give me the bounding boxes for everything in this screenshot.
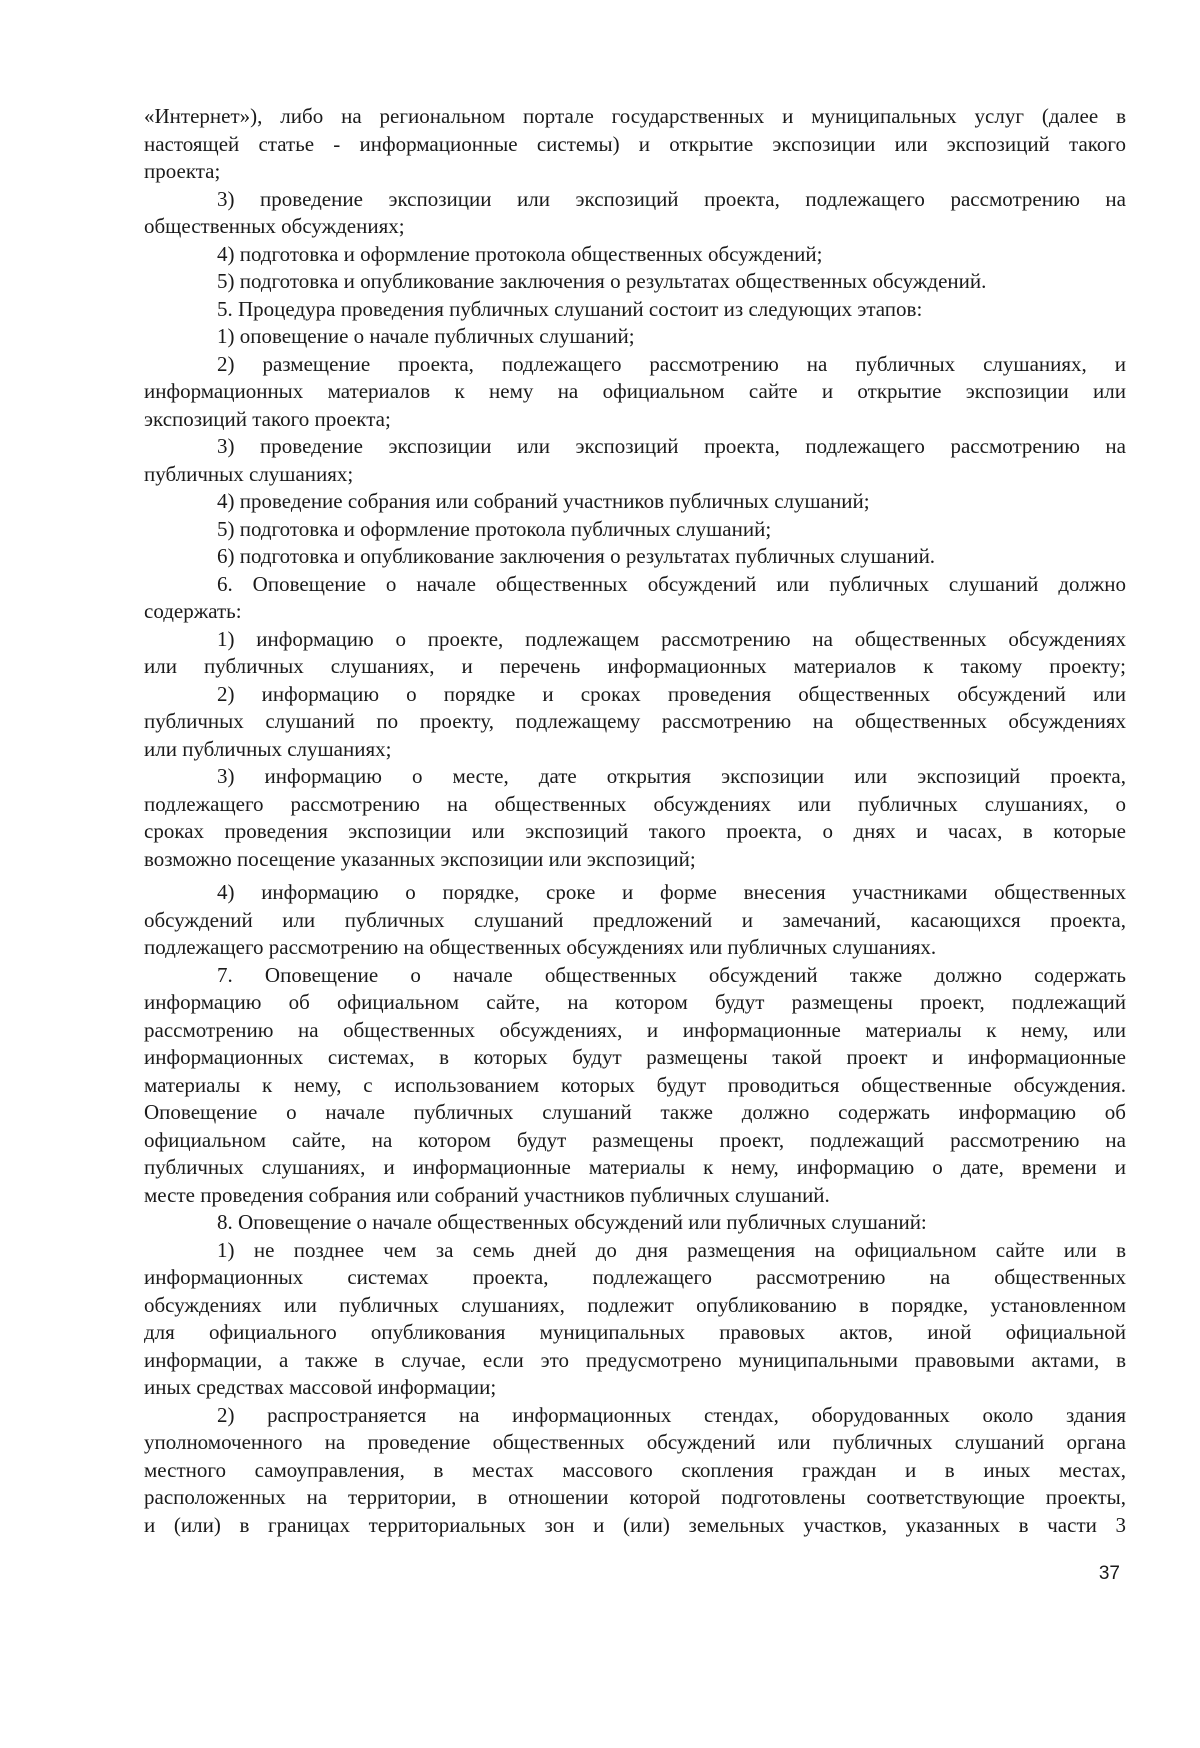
text-line: обсуждений или публичных слушаний предложений и замечаний, касающихся проекта, [144,907,1126,932]
text-line: 7. Оповещение о начале общественных обсуждений также должно содержать [217,962,1126,987]
text-line: 4) информацию о порядке, сроке и форме внесения участниками общественных [217,880,1126,904]
text-line: для официального опубликования муниципальных правовых актов, иной официальной [144,1320,1126,1344]
text-line: 2) информацию о порядке и сроках проведения общественных обсуждений или [217,681,1126,706]
text-line: подлежащего рассмотрению на общественных обсуждениях или публичных слушаниях. [144,935,937,959]
text-line: и (или) в границах территориальных зон и (или) земельных участков, указанных в части 3 [144,1512,1126,1537]
text-line: обсуждениях или публичных слушаниях, подлежит опубликованию в порядке, установленном [144,1292,1126,1317]
text-line: материалы к нему, с использованием которых будут проводиться общественные обсуждения. [144,1072,1126,1097]
text-line: расположенных на территории, в отношении которой подготовлены соответствующие проекты, [144,1485,1126,1509]
text-line: общественных обсуждениях; [144,214,405,238]
text-line: информационных системах проекта, подлежащего рассмотрению на общественных [144,1265,1126,1289]
text-line: 8. Оповещение о начале общественных обсуждений или публичных слушаний: [217,1210,927,1234]
text-line: проекта; [144,159,221,183]
document-body [144,103,1126,1539]
text-line: 4) подготовка и оформление протокола общественных обсуждений; [217,241,823,266]
text-line: подлежащего рассмотрению на общественных обсуждениях или публичных слушаниях, о [144,791,1126,816]
text-line: 5) подготовка и оформление протокола публичных слушаний; [217,516,772,541]
text-line: экспозиций такого проекта; [144,406,391,431]
text-line: информации, а также в случае, если это предусмотрено муниципальными правовыми актами, в [144,1347,1126,1372]
text-line: 5. Процедура проведения публичных слушаний состоит из следующих этапов: [217,296,923,321]
text-line: публичных слушаний по проекту, подлежащему рассмотрению на общественных обсуждениях [144,709,1126,733]
text-line: информационных системах, в которых будут размещены такой проект и информационные [144,1045,1126,1069]
text-line: публичных слушаниях, и информационные материалы к нему, информацию о дате, времени и [144,1155,1126,1179]
text-line: иных средствах массовой информации; [144,1375,497,1399]
text-line: «Интернет»), либо на региональном портале государственных и муниципальных услуг (далее в [144,104,1126,128]
text-line: 6) подготовка и опубликование заключения о результатах публичных слушаний. [217,544,936,568]
text-line: рассмотрению на общественных обсуждениях, и информационные материалы к нему, или [144,1017,1126,1042]
text-line: 4) проведение собрания или собраний участников публичных слушаний; [217,489,870,513]
text-line: местного самоуправления, в местах массового скопления граждан и в иных местах, [144,1457,1126,1482]
text-line: 6. Оповещение о начале общественных обсуждений или публичных слушаний должно [217,571,1126,596]
text-line: информацию об официальном сайте, на котором будут размещены проект, подлежащий [144,990,1126,1014]
page-number: 37 [1098,1563,1120,1584]
text-line: месте проведения собрания или собраний участников публичных слушаний. [144,1182,830,1207]
text-line: настоящей статье - информационные системы) и открытие экспозиции или экспозиций такого [144,131,1126,156]
text-line: 1) информацию о проекте, подлежащем рассмотрению на общественных обсуждениях [217,626,1126,651]
text-line: 3) информацию о месте, дате открытия экспозиции или экспозиций проекта, [217,764,1126,788]
text-line: или публичных слушаниях, и перечень информационных материалов к такому проекту; [144,654,1126,678]
text-line: содержать: [144,599,242,623]
text-line: 3) проведение экспозиции или экспозиций проекта, подлежащего рассмотрению на [217,434,1126,458]
text-line: или публичных слушаниях; [144,736,392,761]
text-line: информационных материалов к нему на официальном сайте и открытие экспозиции или [144,379,1126,403]
text-line: 2) распространяется на информационных стендах, оборудованных около здания [217,1402,1126,1427]
text-line: уполномоченного на проведение общественных обсуждений или публичных слушаний органа [144,1430,1126,1454]
text-line: возможно посещение указанных экспозиции или экспозиций; [144,846,696,871]
text-line: 1) оповещение о начале публичных слушаний; [217,324,635,348]
text-line: публичных слушаниях; [144,461,354,486]
text-line: 3) проведение экспозиции или экспозиций проекта, подлежащего рассмотрению на [217,186,1126,211]
text-line: сроках проведения экспозиции или экспозиций такого проекта, о днях и часах, в которые [144,819,1126,843]
text-line: 2) размещение проекта, подлежащего рассмотрению на публичных слушаниях, и [217,351,1126,376]
text-line: 5) подготовка и опубликование заключения о результатах общественных обсуждений. [217,269,987,293]
text-line: 1) не позднее чем за семь дней до дня размещения на официальном сайте или в [217,1237,1126,1262]
text-line: официальном сайте, на котором будут размещены проект, подлежащий рассмотрению на [144,1127,1126,1152]
text-line: Оповещение о начале публичных слушаний также должно содержать информацию об [144,1100,1126,1124]
